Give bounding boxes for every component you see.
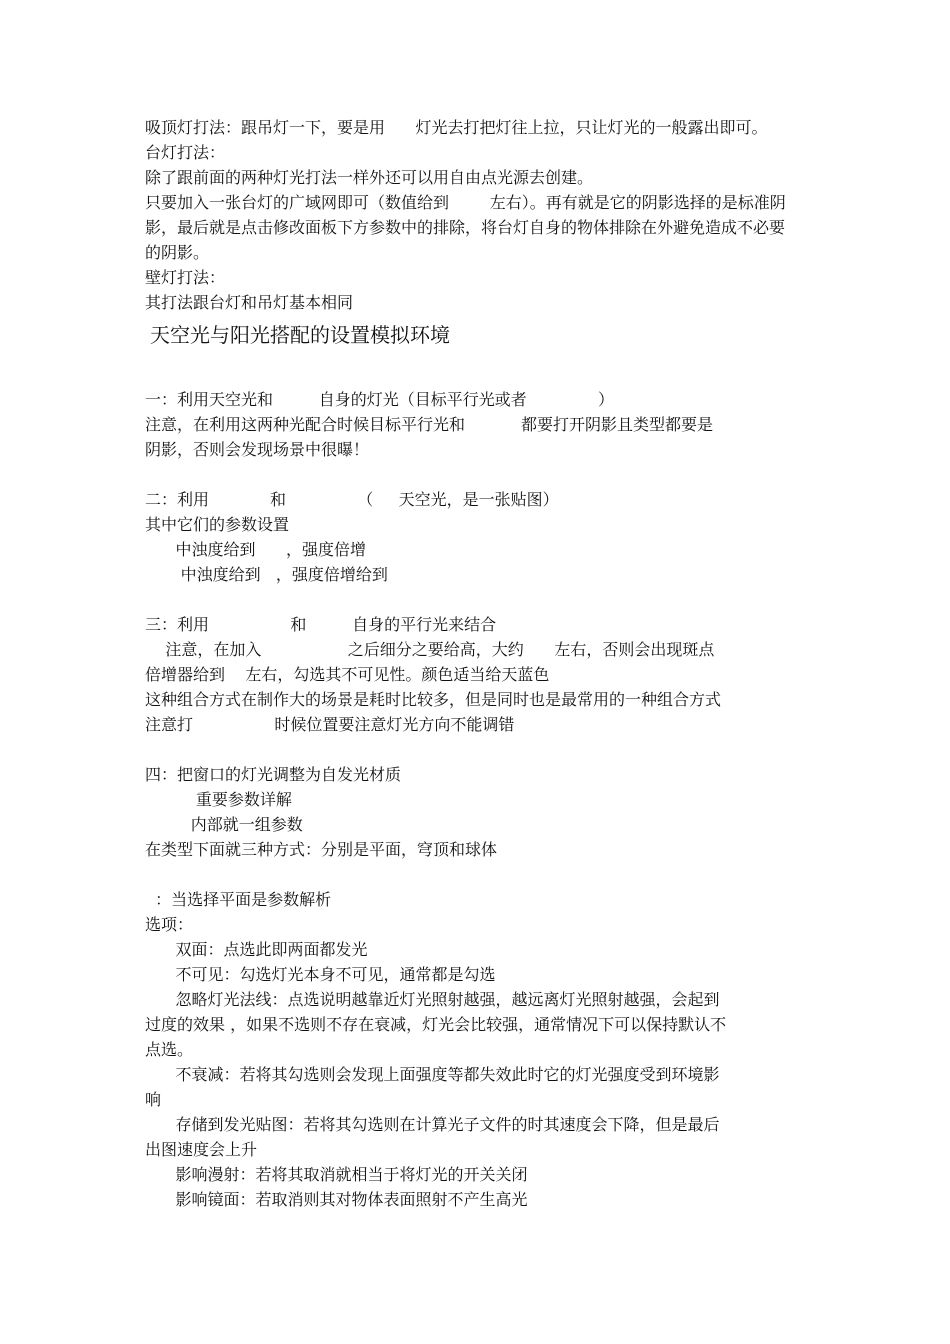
text-line: 在类型下面就三种方式：分别是平面，穹顶和球体 — [145, 840, 498, 859]
text-line: 中浊度给到 ，强度倍增 — [145, 540, 367, 559]
text-line: 双面：点选此即两面都发光 — [145, 940, 368, 959]
text-line: 台灯打法： — [145, 143, 226, 162]
text-line: 四：把窗口的灯光调整为自发光材质 — [145, 765, 402, 784]
text-line: 忽略灯光法线：点选说明越靠近灯光照射越强，越远离灯光照射越强，会起到 — [145, 990, 720, 1009]
text-line: 阴影，否则会发现场景中很曝！ — [145, 440, 370, 459]
text-line: 注意打 时候位置要注意灯光方向不能调错 — [145, 715, 515, 734]
text-line: 其中它们的参数设置 — [145, 515, 290, 534]
text-line: 出图速度会上升 — [145, 1140, 258, 1159]
text-line: 倍增器给到 左右，勾选其不可见性。颜色适当给天蓝色 — [145, 665, 550, 684]
text-line: 注意，在利用这两种光配合时候目标平行光和 都要打开阴影且类型都要是 — [145, 415, 713, 434]
text-line: 内部就一组参数 — [145, 815, 303, 834]
text-line: 中浊度给到 ，强度倍增给到 — [145, 565, 388, 584]
text-line: 壁灯打法： — [145, 268, 226, 287]
text-line: 吸顶灯打法：跟吊灯一下，要是用 灯光去打把灯往上拉，只让灯光的一般露出即可。 — [145, 118, 768, 137]
text-line: ：当选择平面是参数解析 — [145, 890, 332, 909]
text-line: 一：利用天空光和 自身的灯光（目标平行光或者 ） — [145, 390, 614, 409]
text-line: 点选。 — [145, 1040, 194, 1059]
text-line: 注意，在加入 之后细分之要给高，大约 左右，否则会出现斑点 — [145, 640, 715, 659]
text-line: 三：利用 和 自身的平行光来结合 — [145, 615, 497, 634]
text-line: 不可见：勾选灯光本身不可见，通常都是勾选 — [145, 965, 496, 984]
text-line: 存储到发光贴图：若将其勾选则在计算光子文件的时其速度会下降，但是最后 — [145, 1115, 720, 1134]
text-line: 选项： — [145, 915, 194, 934]
section-heading: 天空光与阳光搭配的设置模拟环境 — [150, 323, 450, 347]
text-line: 的阴影。 — [145, 243, 210, 262]
text-line: 重要参数详解 — [145, 790, 292, 809]
text-line: 除了跟前面的两种灯光打法一样外还可以用自由点光源去创建。 — [145, 168, 594, 187]
text-line: 不衰减：若将其勾选则会发现上面强度等都失效此时它的灯光强度受到环境影 — [145, 1065, 720, 1084]
text-line: 其打法跟台灯和吊灯基本相同 — [145, 293, 354, 312]
text-line: 影，最后就是点击修改面板下方参数中的排除，将台灯自身的物体排除在外避免造成不必要 — [145, 218, 786, 237]
text-line: 二：利用 和 （ 天空光，是一张贴图） — [145, 490, 559, 509]
text-line: 影响镜面：若取消则其对物体表面照射不产生高光 — [145, 1190, 528, 1209]
text-line: 影响漫射：若将其取消就相当于将灯光的开关关闭 — [145, 1165, 528, 1184]
text-line: 这种组合方式在制作大的场景是耗时比较多，但是同时也是最常用的一种组合方式 — [145, 690, 722, 709]
text-line: 只要加入一张台灯的广域网即可（数值给到 左右）。再有就是它的阴影选择的是标准阴 — [145, 193, 786, 212]
text-line: 响 — [145, 1090, 162, 1109]
text-line: 过度的效果 ，如果不选则不存在衰减，灯光会比较强，通常情况下可以保持默认不 — [145, 1015, 727, 1034]
